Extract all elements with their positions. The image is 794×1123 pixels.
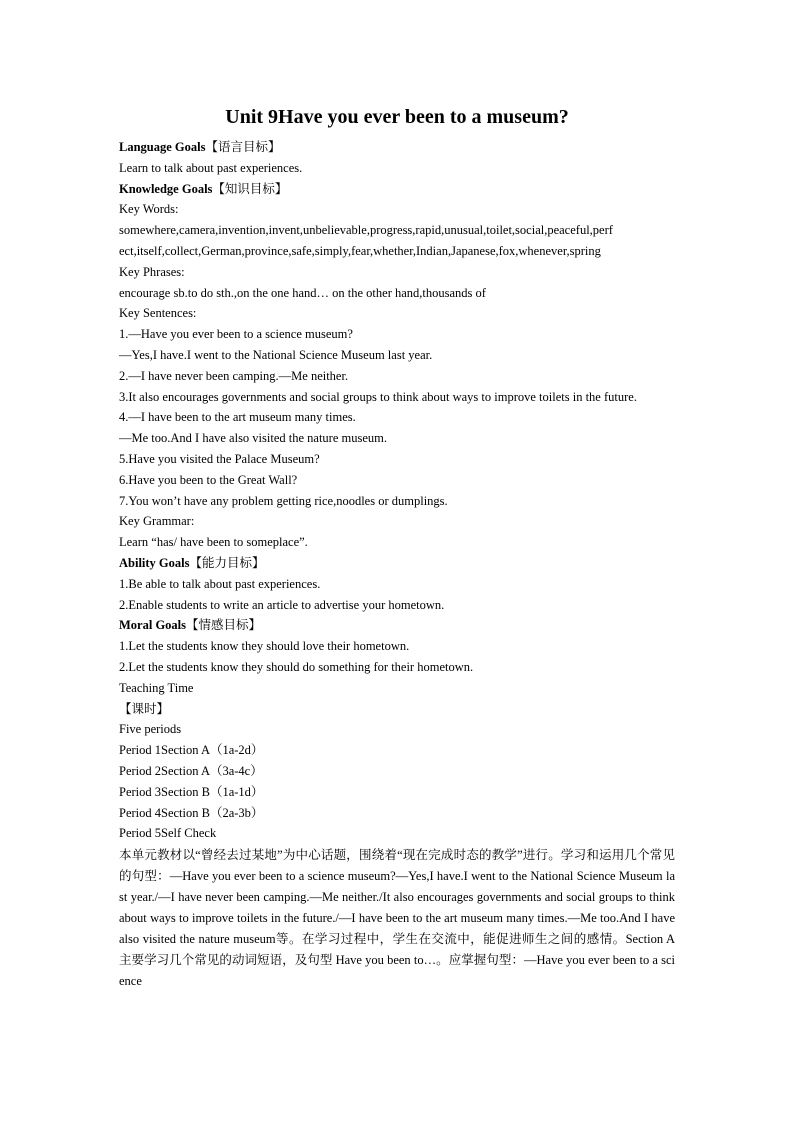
key-phrases-text: encourage sb.to do sth.,on the one hand… on the other hand,thousands of <box>119 285 486 300</box>
key-sentence: 5.Have you visited the Palace Museum? <box>119 451 320 466</box>
period-item: Period 5Self Check <box>119 826 217 841</box>
period-item: Period 4Section B（2a-3b） <box>119 805 264 820</box>
heading-cn: 【知识目标】 <box>212 180 288 196</box>
knowledge-goals-heading <box>119 179 675 200</box>
moral-goal-item: 2.Let the students know they should do something for their hometown. <box>119 659 474 674</box>
key-sentence: 7.You won’t have any problem getting rice,noodles or dumplings. <box>119 493 448 508</box>
period-item: Period 2Section A（3a-4c） <box>119 763 263 778</box>
key-sentence: 1.—Have you ever been to a science museum? <box>119 327 353 342</box>
language-goals-text: Learn to talk about past experiences. <box>119 160 303 175</box>
key-sentence: 3.It also encourages governments and social groups to think about ways to improve toilets in the future. <box>119 389 637 404</box>
ability-goals-heading <box>119 553 675 574</box>
key-sentence: 6.Have you been to the Great Wall? <box>119 472 298 487</box>
key-sentence: —Me too.And I have also visited the nature museum. <box>119 431 387 446</box>
key-sentences-label: Key Sentences: <box>119 306 197 321</box>
document-body <box>119 137 675 991</box>
heading-cn: 【语言目标】 <box>205 139 281 154</box>
ability-goal-item: 2.Enable students to write an article to advertise your hometown. <box>119 597 445 612</box>
page-title: Unit 9Have you ever been to a museum? <box>225 106 569 128</box>
period-item: Period 1Section A（1a-2d） <box>119 743 264 758</box>
teaching-time-total: Five periods <box>119 722 182 737</box>
heading-en: Moral Goals <box>119 618 187 633</box>
moral-goals-heading <box>119 615 675 636</box>
key-grammar-text: Learn “has/ have been to someplace”. <box>119 535 308 550</box>
teaching-time-label: Teaching Time <box>119 680 194 695</box>
language-goals-heading <box>119 137 675 158</box>
key-sentence: 2.—I have never been camping.—Me neither. <box>119 368 349 383</box>
period-item: Period 3Section B（1a-1d） <box>119 784 264 799</box>
ability-goal-item: 1.Be able to talk about past experiences. <box>119 576 321 591</box>
heading-en: Knowledge Goals <box>119 181 213 196</box>
heading-en: Language Goals <box>119 140 206 154</box>
heading-en: Ability Goals <box>119 555 190 570</box>
key-sentence: 4.—I have been to the art museum many times. <box>119 410 356 425</box>
summary-paragraph: 本单元教材以“曾经去过某地”为中心话题，围绕着“现在完成时态的教学”进行。学习和运用几个常见的句型：—Have you ever been to a science museum?—Yes,I have.I went to the National Science Museum last year./—I have never been camping.—Me neither./It also encourages governments and social groups to think about ways to improve toilets in the future./—I have been to the art museum many times.—Me too.And I have also visited the nature museum等。在学习过程中，学生在交流中，能促进师生之间的感情。Section A 主要学习几个常见的动词短语，及句型 Have you been to…。应掌握句型：—Have you ever been to a science <box>119 848 675 988</box>
heading-cn: 【情感目标】 <box>186 617 262 633</box>
key-grammar-label: Key Grammar: <box>119 514 195 529</box>
key-sentence: —Yes,I have.I went to the National Science Museum last year. <box>119 347 433 362</box>
heading-cn: 【能力目标】 <box>189 554 265 570</box>
key-words-line: somewhere,camera,invention,invent,unbelievable,progress,rapid,unusual,toilet,social,peaceful,perf <box>119 223 613 238</box>
key-words-label: Key Words: <box>119 202 179 217</box>
key-words-line: ect,itself,collect,German,province,safe,simply,fear,whether,Indian,Japanese,fox,whenever,spring <box>119 243 601 258</box>
moral-goal-item: 1.Let the students know they should love their hometown. <box>119 639 410 654</box>
teaching-time-label-cn: 【课时】 <box>119 700 170 716</box>
key-phrases-label: Key Phrases: <box>119 264 185 279</box>
